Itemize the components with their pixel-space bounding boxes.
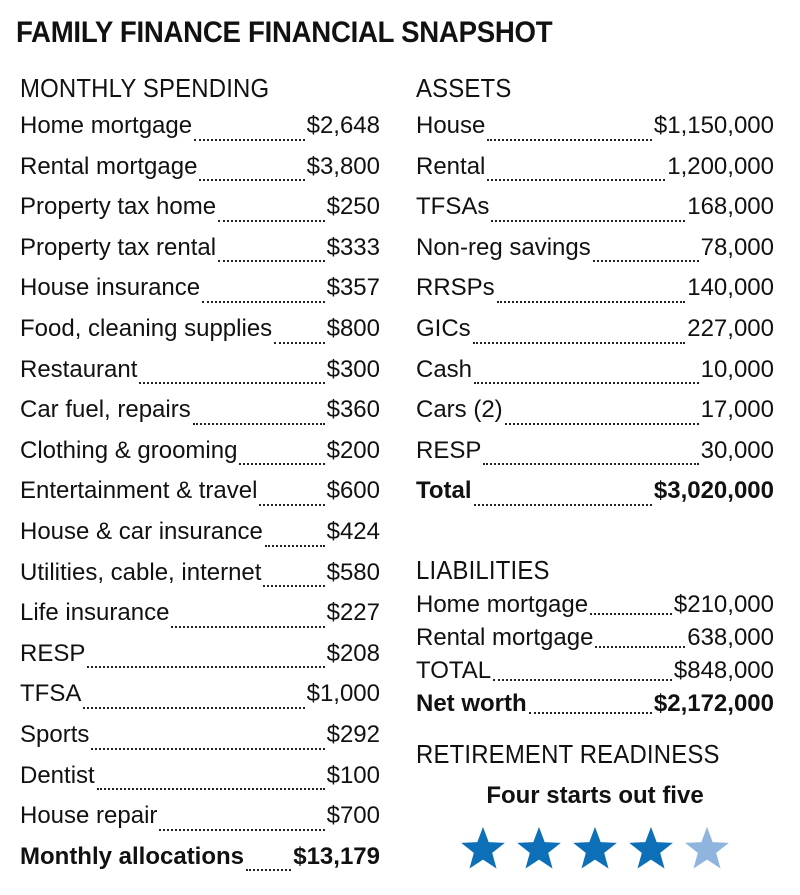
spending-label: TFSA (20, 680, 82, 708)
dot-leader (595, 646, 685, 648)
spending-row (20, 756, 380, 797)
asset-value: 78,000 (700, 233, 774, 261)
asset-label: Non-reg savings (416, 233, 591, 261)
dot-leader (590, 613, 672, 615)
spending-label: Clothing & grooming (20, 436, 238, 464)
right-column (416, 70, 774, 872)
spending-row (20, 431, 380, 472)
spending-row (20, 106, 380, 147)
asset-row (416, 350, 774, 391)
spending-value: $333 (326, 233, 380, 261)
asset-value: 30,000 (700, 436, 774, 464)
dot-leader (246, 869, 291, 871)
asset-value: 10,000 (700, 355, 774, 383)
monthly-spending-heading: MONTHLY SPENDING (20, 73, 270, 103)
spending-row (20, 796, 380, 837)
dot-leader (473, 342, 686, 344)
spending-label: Restaurant (20, 355, 138, 383)
dot-leader (487, 179, 665, 181)
asset-value: 227,000 (687, 314, 774, 342)
spending-value: $2,648 (306, 112, 380, 139)
star-filled-icon (628, 826, 674, 872)
star-filled-icon (460, 826, 506, 872)
asset-row (416, 147, 774, 188)
dot-leader (259, 504, 324, 506)
spending-value: $1,000 (306, 680, 380, 708)
spending-value: $292 (326, 720, 380, 748)
spending-row (20, 390, 380, 431)
dot-leader (159, 829, 324, 831)
total-value: $13,179 (293, 842, 380, 870)
spending-label: Rental mortgage (20, 152, 198, 180)
liabilities-section (416, 552, 774, 720)
spending-label: House repair (20, 802, 158, 830)
dot-leader (483, 463, 698, 465)
dot-leader (274, 342, 324, 344)
spending-row (20, 674, 380, 715)
asset-value: 168,000 (687, 193, 774, 221)
asset-label: GICs (416, 314, 471, 342)
asset-label: Rental (416, 152, 486, 180)
dot-leader (265, 545, 325, 547)
monthly-spending-section (20, 70, 380, 877)
dot-leader (218, 260, 325, 262)
monthly-allocations-total-row (20, 837, 380, 878)
liability-label: Rental mortgage (416, 623, 594, 651)
spending-label: Property tax home (20, 193, 217, 221)
spending-value: $600 (326, 477, 380, 505)
dot-leader (193, 423, 325, 425)
liability-value: 638,000 (687, 623, 774, 651)
dot-leader (83, 707, 304, 709)
spending-row (20, 512, 380, 553)
spending-row (20, 228, 380, 269)
spending-value: $357 (326, 274, 380, 302)
assets-section (416, 70, 774, 512)
spending-row (20, 268, 380, 309)
spending-value: $100 (326, 761, 380, 789)
star-rating (416, 826, 774, 872)
spending-row (20, 715, 380, 756)
spending-value: $580 (326, 558, 380, 586)
spending-value: $300 (326, 355, 380, 383)
assets-heading: ASSETS (416, 73, 512, 103)
spending-row (20, 187, 380, 228)
dot-leader (199, 179, 304, 181)
spending-value: $3,800 (306, 152, 380, 180)
spending-row (20, 147, 380, 188)
liability-row (416, 588, 774, 621)
spending-value: $208 (326, 639, 380, 667)
liabilities-heading: LIABILITIES (416, 554, 550, 585)
spending-label: House & car insurance (20, 517, 263, 545)
spending-label: Property tax rental (20, 233, 217, 261)
dot-leader (474, 504, 652, 506)
dot-leader (194, 139, 305, 141)
spending-label: House insurance (20, 274, 201, 302)
spending-row (20, 553, 380, 594)
spending-value: $424 (326, 517, 380, 545)
spending-label: Sports (20, 720, 90, 748)
spending-label: Utilities, cable, internet (20, 558, 262, 586)
spending-value: $360 (326, 396, 380, 424)
retirement-rating-text: Four starts out five (486, 781, 704, 809)
dot-leader (171, 626, 324, 628)
spending-row (20, 350, 380, 391)
asset-label: RRSPs (416, 274, 495, 302)
spending-row (20, 593, 380, 634)
asset-row (416, 106, 774, 147)
net-worth-value: $2,172,000 (653, 689, 774, 717)
spending-label: Life insurance (20, 599, 170, 627)
asset-row (416, 228, 774, 269)
asset-value: 140,000 (687, 274, 774, 302)
star-filled-icon (572, 826, 618, 872)
asset-row (416, 431, 774, 472)
dot-leader (239, 463, 324, 465)
spending-value: $250 (326, 193, 380, 221)
dot-leader (139, 382, 324, 384)
spending-label: RESP (20, 639, 86, 667)
liability-row (416, 621, 774, 654)
dot-leader (487, 139, 652, 141)
spending-value: $800 (326, 314, 380, 342)
asset-value: $1,150,000 (653, 112, 774, 139)
spending-value: $227 (326, 599, 380, 627)
asset-row (416, 309, 774, 350)
spending-label: Dentist (20, 761, 95, 789)
total-label: Total (416, 477, 472, 505)
dot-leader (91, 748, 324, 750)
asset-label: House (416, 112, 486, 139)
spending-row (20, 634, 380, 675)
asset-label: Cash (416, 355, 473, 383)
spending-label: Car fuel, repairs (20, 396, 191, 424)
net-worth-label: Net worth (416, 689, 527, 717)
spending-label: Food, cleaning supplies (20, 314, 273, 342)
asset-value: 1,200,000 (667, 152, 774, 180)
asset-value: 17,000 (700, 396, 774, 424)
liability-value: $210,000 (673, 590, 774, 618)
dot-leader (491, 220, 685, 222)
spending-label: Entertainment & travel (20, 477, 258, 505)
dot-leader (593, 260, 699, 262)
dot-leader (97, 788, 325, 790)
total-value: $3,020,000 (653, 477, 774, 505)
total-label: Monthly allocations (20, 842, 245, 870)
liability-label: TOTAL (416, 656, 492, 684)
assets-total-row (416, 471, 774, 512)
dot-leader (202, 301, 325, 303)
dot-leader (218, 220, 325, 222)
dot-leader (474, 382, 699, 384)
asset-row (416, 187, 774, 228)
dot-leader (263, 585, 324, 587)
star-empty-icon (684, 826, 730, 872)
dot-leader (497, 301, 686, 303)
liability-row (416, 654, 774, 687)
dot-leader (87, 666, 324, 668)
spending-row (20, 309, 380, 350)
asset-label: TFSAs (416, 193, 490, 221)
net-worth-row (416, 687, 774, 720)
retirement-heading: RETIREMENT READINESS (416, 738, 720, 769)
spending-row (20, 471, 380, 512)
page-title: FAMILY FINANCE FINANCIAL SNAPSHOT (16, 16, 553, 49)
dot-leader (505, 423, 699, 425)
retirement-readiness-section (416, 736, 774, 872)
dot-leader (493, 679, 672, 681)
asset-label: Cars (2) (416, 396, 503, 424)
spending-label: Home mortgage (20, 112, 193, 139)
asset-row (416, 390, 774, 431)
liability-value: $848,000 (673, 656, 774, 684)
liability-label: Home mortgage (416, 590, 589, 618)
star-filled-icon (516, 826, 562, 872)
asset-row (416, 268, 774, 309)
dot-leader (529, 712, 652, 714)
spending-value: $700 (326, 802, 380, 830)
spending-value: $200 (326, 436, 380, 464)
asset-label: RESP (416, 436, 482, 464)
